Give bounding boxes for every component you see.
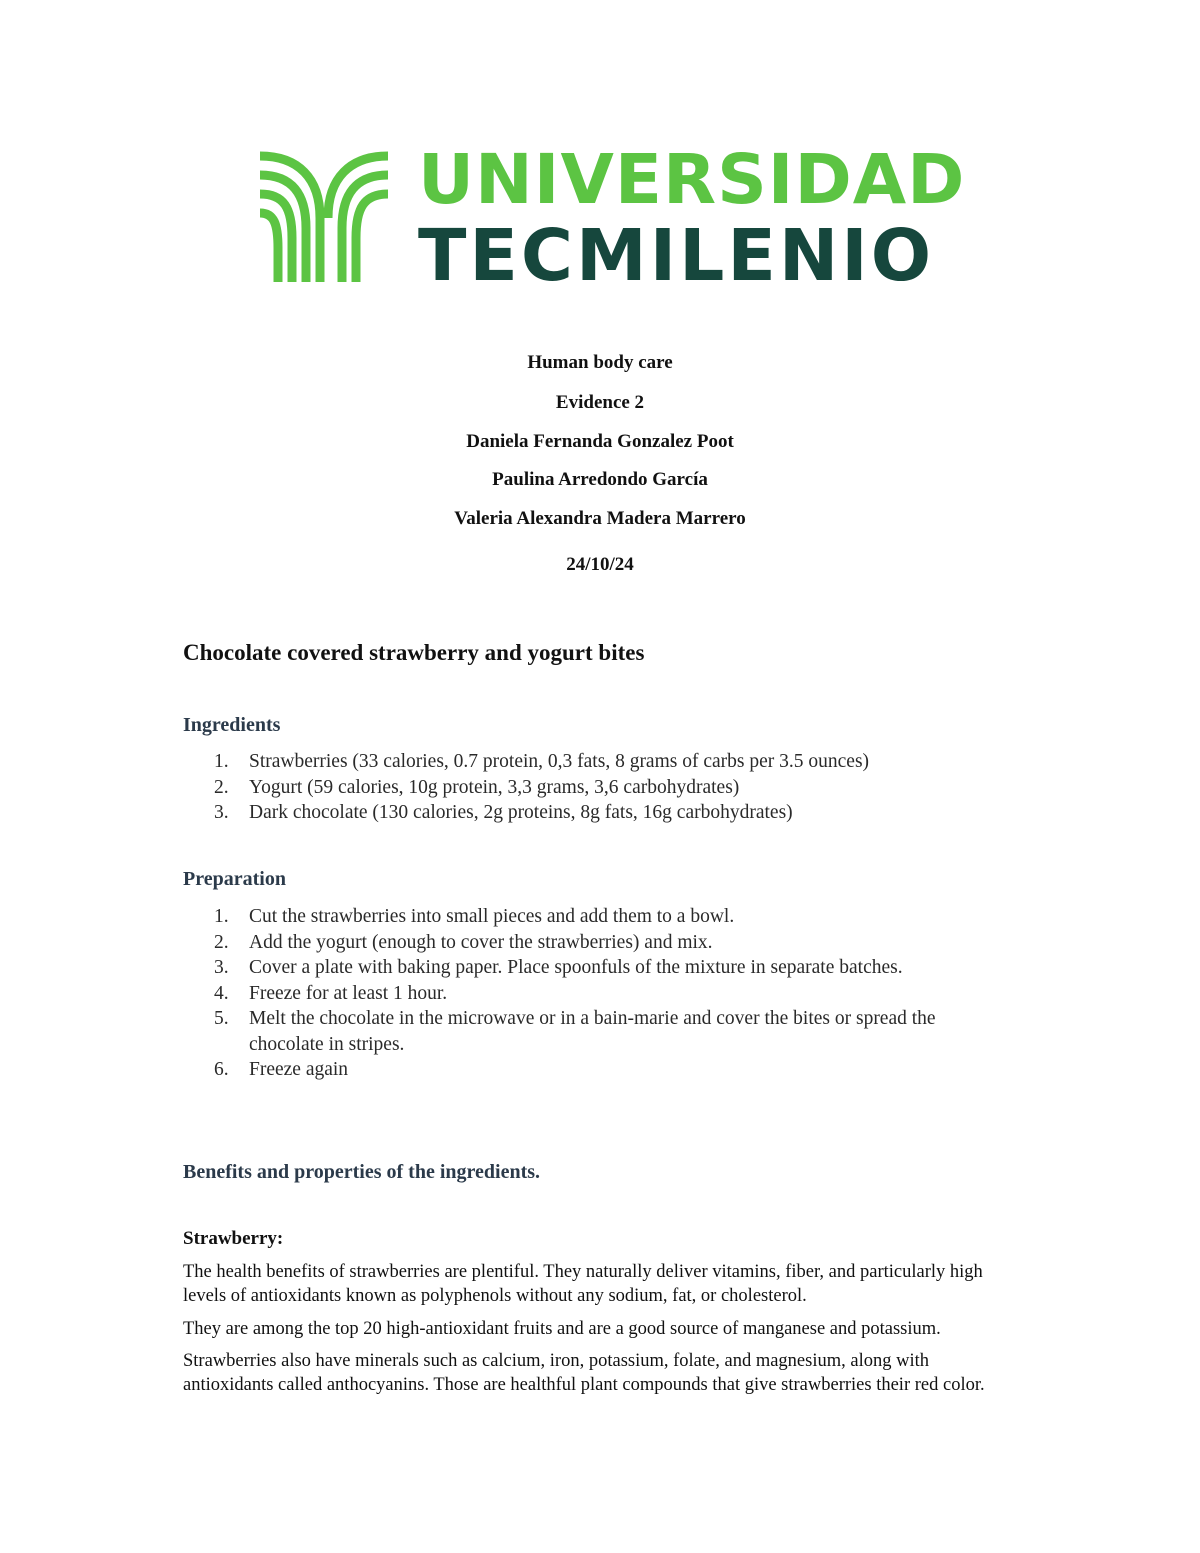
ingredient-text: Dark chocolate (130 calories, 2g proteins, 8g fats, 16g carbohydrates) (249, 802, 793, 823)
list-number: 5. (214, 1008, 229, 1029)
ingredients-heading: Ingredients (183, 714, 281, 736)
list-item (183, 800, 1013, 826)
step-text: Cover a plate with baking paper. Place spoonfuls of the mixture in separate batches. (249, 957, 903, 978)
list-item (183, 930, 943, 956)
list-number: 4. (214, 982, 229, 1004)
tecmilenio-arch-logo-icon (258, 148, 390, 284)
benefits-paragraph-3: Strawberries also have minerals such as calcium, iron, potassium, folate, and magnesium, along with antioxidants called anthocyanins. Those are healthful plant compounds that give strawberries their red color. (183, 1351, 985, 1395)
ingredient-text: Yogurt (59 calories, 10g protein, 3,3 grams, 3,6 carbohydrates) (249, 776, 740, 798)
step-text: Cut the strawberries into small pieces and add them to a bowl. (249, 906, 735, 927)
step-text: Freeze again (249, 1059, 349, 1080)
step-text: Freeze for at least 1 hour. (249, 982, 448, 1004)
step-text: Add the yogurt (enough to cover the strawberries) and mix. (249, 931, 713, 953)
author-2: Paulina Arredondo García (492, 469, 708, 490)
ingredients-list (183, 749, 1013, 826)
preparation-list (183, 904, 943, 1083)
author-3: Valeria Alexandra Madera Marrero (454, 508, 746, 529)
list-item (183, 981, 943, 1007)
university-logo (258, 140, 966, 297)
logo-line-universidad: UNIVERSIDAD (418, 140, 966, 220)
author-1: Daniela Fernanda Gonzalez Poot (466, 431, 734, 452)
list-number: 2. (214, 776, 229, 798)
list-number: 3. (214, 957, 229, 978)
document-date: 24/10/24 (566, 554, 634, 575)
recipe-title: Chocolate covered strawberry and yogurt bites (183, 640, 645, 665)
list-item (183, 775, 1013, 801)
preparation-heading: Preparation (183, 868, 286, 890)
list-number: 1. (214, 906, 229, 927)
list-item (183, 749, 1013, 775)
list-item (183, 1006, 943, 1057)
list-number: 6. (214, 1059, 229, 1080)
benefits-heading: Benefits and properties of the ingredients. (183, 1161, 541, 1183)
step-text: Melt the chocolate in the microwave or in a bain-marie and cover the bites or spread the chocolate in stripes. (249, 1008, 936, 1055)
evidence-label: Evidence 2 (555, 392, 645, 413)
list-item (183, 1057, 943, 1083)
list-item (183, 955, 943, 981)
strawberry-heading: Strawberry: (183, 1228, 284, 1249)
benefits-paragraph-2: They are among the top 20 high-antioxidant fruits and are a good source of manganese and potassium. (183, 1319, 941, 1339)
ingredient-text: Strawberries (33 calories, 0.7 protein, 0,3 fats, 8 grams of carbs per 3.5 ounces) (249, 751, 870, 772)
benefits-paragraph-1: The health benefits of strawberries are plentiful. They naturally deliver vitamins, fiber, and particularly high levels of antioxidants known as polyphenols without any sodium, fat, or cholesterol. (183, 1262, 983, 1306)
list-item (183, 904, 943, 930)
course-name: Human body care (527, 352, 673, 373)
list-number: 1. (214, 751, 229, 772)
list-number: 3. (214, 802, 229, 823)
list-number: 2. (214, 931, 229, 953)
logo-line-tecmilenio: TECMILENIO (418, 214, 935, 297)
